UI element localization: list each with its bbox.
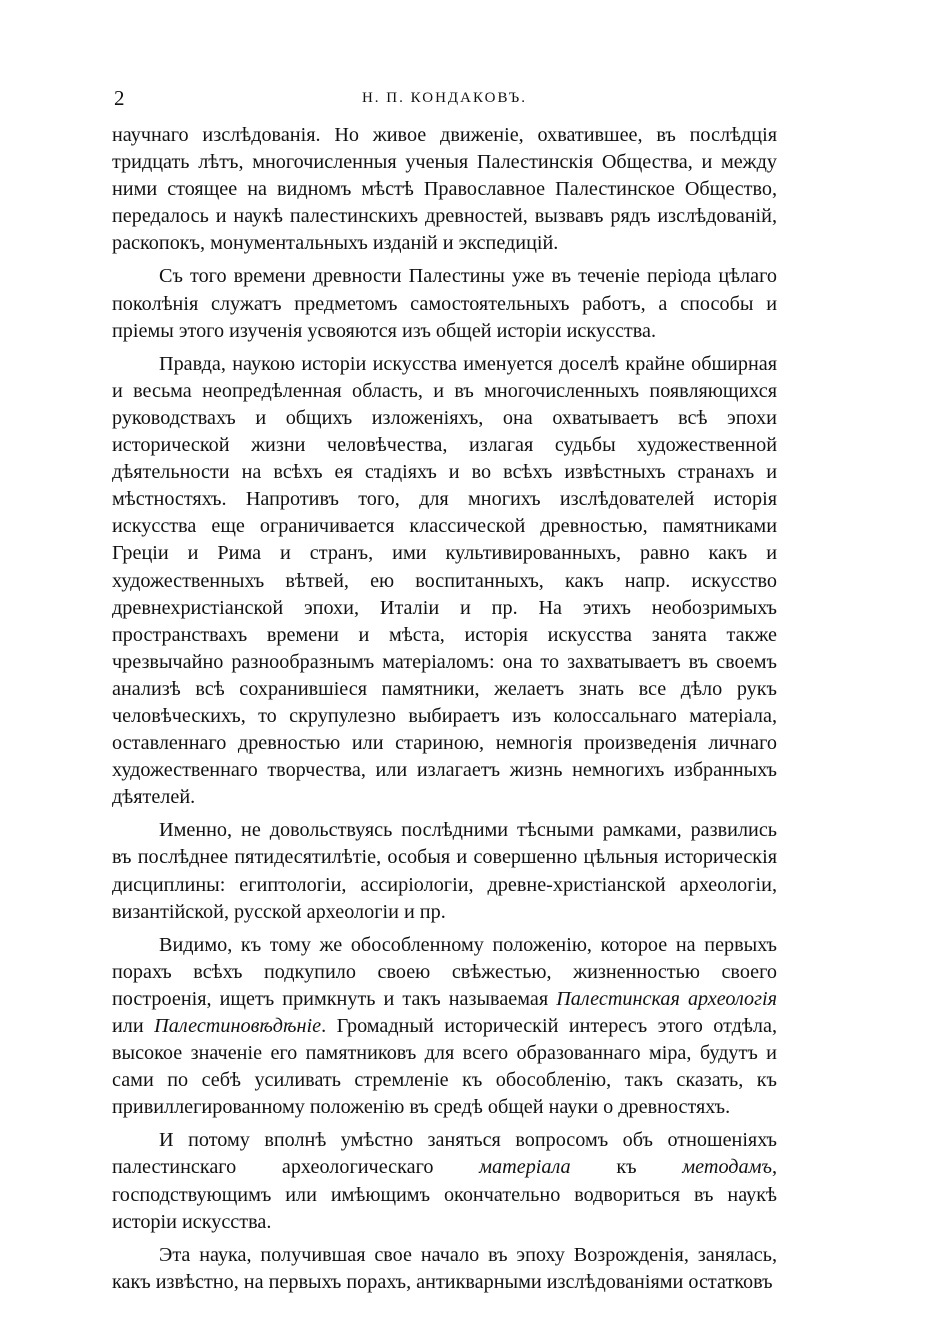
paragraph-6-italic-1: матеріала: [479, 1156, 571, 1179]
paragraph-6-text-b: къ: [570, 1156, 683, 1179]
body-text: [112, 122, 777, 1296]
page-number: 2: [114, 86, 125, 110]
page-header: [112, 82, 777, 122]
running-head: Н. П. КОНДАКОВЪ.: [361, 90, 528, 106]
paragraph-5-text-b: или: [112, 1015, 155, 1037]
paragraph-6-italic-2: методамъ: [682, 1156, 772, 1179]
book-page: [112, 82, 777, 1302]
paragraph-6-text-a: И потому вполнѣ умѣстно заняться вопросомъ объ отношеніяхъ палестинскаго археологическаго: [112, 1129, 777, 1179]
paragraph-6-text-c: , господствующимъ или имѣющимъ окончательно водвориться въ наукѣ исторіи искусства.: [112, 1156, 777, 1233]
paragraph-2: Съ того времени древности Палестины уже въ теченіе періода цѣлаго поколѣнія служатъ предметомъ самостоятельныхъ работъ, а способы и пріемы этого изученія усвояются изъ общей исторіи искусства.: [112, 265, 777, 342]
paragraph-5: [112, 932, 777, 1122]
paragraph-6: [112, 1127, 777, 1235]
paragraph-7: Эта наука, получившая свое начало въ эпоху Возрожденія, занялась, какъ извѣстно, на первыхъ порахъ, антикварными изслѣдованіями остатковъ: [112, 1243, 777, 1293]
paragraph-5-italic-1: Палестинская археологія: [556, 987, 777, 1010]
paragraph-5-italic-2: Палестиновѣдѣніе: [154, 1015, 322, 1037]
paragraph-4: Именно, не довольствуясь послѣдними тѣсными рамками, развились въ послѣднее пятидесятилѣтіе, особыя и совершенно цѣльныя историческія дисциплины: египтологіи, ассиріологіи, древне-христіанской археологіи, византійской, русской археологіи и пр.: [112, 819, 777, 923]
paragraph-3: Правда, наукою исторіи искусства именуется доселѣ крайне обширная и весьма неопредѣленная область, и въ многочисленныхъ появляющихся руководствахъ и общихъ изложеніяхъ, она охватываетъ всѣ эпохи исторической жизни человѣчества, излагая судьбы художественной дѣятельности на всѣхъ ея стадіяхъ и во всѣхъ извѣстныхъ странахъ и мѣстностяхъ. Напротивъ того, для многихъ изслѣдователей исторія искусства еще ограничивается классической древностью, памятниками Греціи и Рима и странъ, ими культивированныхъ, равно какъ и художественныхъ вѣтвей, ею воспитанныхъ, какъ напр. искусство древнехристіанской эпохи, Италіи и пр. На этихъ необозримыхъ пространствахъ времени и мѣста, исторія искусства занята также чрезвычайно разнообразнымъ матеріаломъ: она то захватываетъ въ своемъ анализѣ всѣ сохранившіеся памятники, желаетъ знать все дѣло рукъ человѣческихъ, то скрупулезно выбираетъ изъ колоссальнаго матеріала, оставленнаго древностью или стариною, немногія произведенія личнаго художественнаго творчества, или излагаетъ жизнь немногихъ избранныхъ дѣятелей.: [112, 352, 777, 809]
paragraph-5-text-a: Видимо, къ тому же обособленному положенію, которое на первыхъ порахъ всѣхъ подкупило своею свѣжестью, жизненностью своего построенія, ищетъ примкнуть и такъ называемая: [112, 933, 777, 1010]
paragraph-5-text-c: . Громадный историческій интересъ этого отдѣла, высокое значеніе его памятниковъ для всего образованнаго міра, будутъ и сами по себѣ усиливать стремленіе къ обособленію, такъ сказать, къ привиллегированному положенію въ средѣ общей науки о древностяхъ.: [112, 1015, 778, 1119]
paragraph-1: научнаго изслѣдованія. Но живое движеніе, охватившее, въ послѣдція тридцать лѣтъ, многочисленныя ученыя Палестинскія Общества, и между ними стоящее на видномъ мѣстѣ Православное Палестинское Общество, передалось и наукѣ палестинскихъ древностей, вызвавъ рядъ изслѣдованій, раскопокъ, монументальныхъ изданій и экспедицій.: [112, 124, 777, 255]
